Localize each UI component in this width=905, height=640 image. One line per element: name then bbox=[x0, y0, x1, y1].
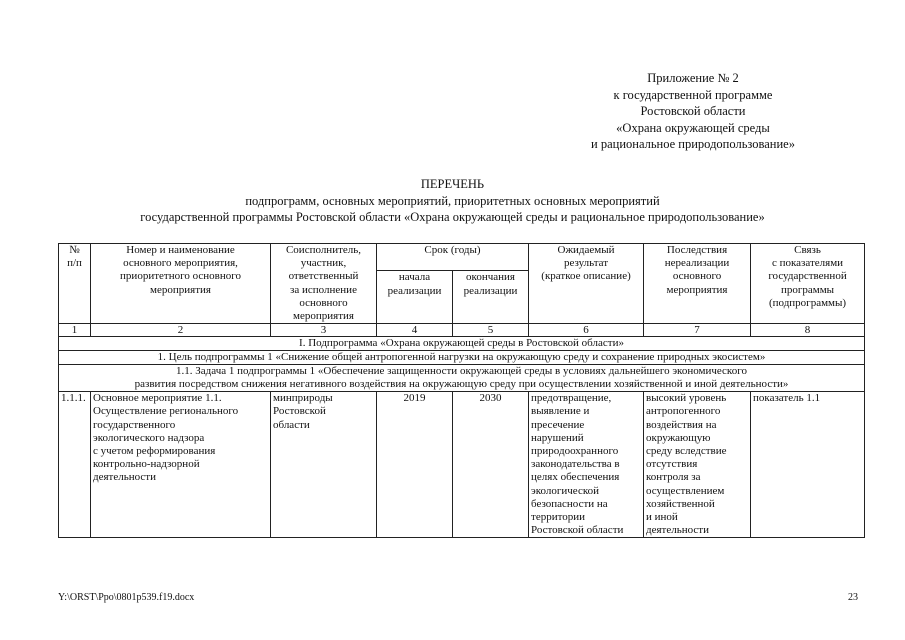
appendix-line: «Охрана окружающей среды bbox=[616, 120, 770, 135]
column-number: 7 bbox=[644, 324, 751, 337]
subprogram-row bbox=[59, 337, 865, 351]
header-indicators: Связь с показателями государственной программы (подпрограммы) bbox=[751, 244, 865, 324]
appendix-line: Приложение № 2 bbox=[647, 71, 739, 85]
header-term: Срок (годы) bbox=[377, 244, 529, 271]
goal-title: 1. Цель подпрограммы 1 «Снижение общей антропогенной нагрузки на окружающую среду и сохранение природных экосистем» bbox=[59, 351, 865, 365]
title-block bbox=[0, 176, 905, 226]
row-indicator: показатель 1.1 bbox=[751, 392, 865, 538]
page-subtitle-line-1: подпрограмм, основных мероприятий, приоритетных основных мероприятий bbox=[245, 193, 660, 208]
appendix-block bbox=[528, 70, 858, 153]
column-number: 4 bbox=[377, 324, 453, 337]
header-row bbox=[59, 244, 865, 271]
row-executor: минприроды Ростовской области bbox=[271, 392, 377, 538]
appendix-line: Ростовской области bbox=[640, 104, 746, 118]
row-start-year: 2019 bbox=[377, 392, 453, 538]
header-expected-result: Ожидаемый результат (краткое описание) bbox=[529, 244, 644, 324]
row-end-year: 2030 bbox=[453, 392, 529, 538]
header-executor: Соисполнитель, участник, ответственный за исполнение основного мероприятия bbox=[271, 244, 377, 324]
column-number: 1 bbox=[59, 324, 91, 337]
header-activity-name: Номер и наименование основного мероприятия, приоритетного основного мероприятия bbox=[91, 244, 271, 324]
row-activity-name: Основное мероприятие 1.1. Осуществление регионального государственного экологического надзора с учетом реформирования контрольно-надзорной деятельности bbox=[91, 392, 271, 538]
header-start: начала реализации bbox=[377, 271, 453, 324]
header-end: окончания реализации bbox=[453, 271, 529, 324]
header-number: № п/п bbox=[59, 244, 91, 324]
footer-page-number: 23 bbox=[848, 592, 858, 603]
subprogram-title: I. Подпрограмма «Охрана окружающей среды в Ростовской области» bbox=[59, 337, 865, 351]
column-number: 2 bbox=[91, 324, 271, 337]
page-subtitle-line-2: государственной программы Ростовской области «Охрана окружающей среды и рациональное природопользование» bbox=[140, 210, 765, 224]
header-consequences: Последствия нереализации основного мероприятия bbox=[644, 244, 751, 324]
footer-file-path: Y:\ORST\Ppo\0801p539.f19.docx bbox=[58, 592, 195, 603]
column-number: 5 bbox=[453, 324, 529, 337]
row-number: 1.1.1. bbox=[59, 392, 91, 538]
column-number: 3 bbox=[271, 324, 377, 337]
page-title: ПЕРЕЧЕНЬ bbox=[420, 177, 485, 191]
column-number-row bbox=[59, 324, 865, 337]
column-number: 6 bbox=[529, 324, 644, 337]
column-number: 8 bbox=[751, 324, 865, 337]
appendix-line: к государственной программе bbox=[613, 87, 773, 102]
program-table bbox=[58, 243, 865, 538]
appendix-line: и рациональное природопользование» bbox=[591, 137, 795, 151]
row-expected-result: предотвращение, выявление и пресечение нарушений природоохранного законодательства в целях обеспечения экологической безопасности на территории Ростовской области bbox=[529, 392, 644, 538]
row-consequences: высокий уровень антропогенного воздействия на окружающую среду вследствие отсутствия контроля за осуществлением хозяйственной и иной деятельности bbox=[644, 392, 751, 538]
table-row bbox=[59, 392, 865, 538]
task-row bbox=[59, 365, 865, 392]
task-title: 1.1. Задача 1 подпрограммы 1 «Обеспечение защищенности окружающей среды в условиях дальнейшего экономического развития посредством снижения негативного воздействия на окружающую среду при осуществлении хозяйственной и иной деятельности» bbox=[59, 365, 865, 392]
goal-row bbox=[59, 351, 865, 365]
